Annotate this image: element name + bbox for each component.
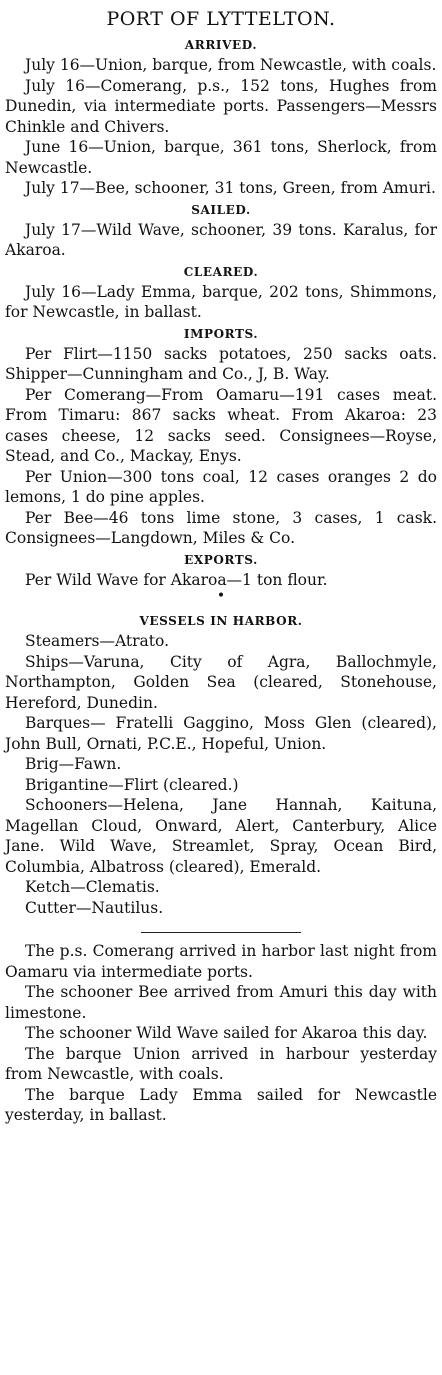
vessels-entry: Steamers—Atrato. — [25, 632, 170, 650]
sailed-heading: SAILED. — [191, 202, 251, 217]
arrived-entry: July 16—Union, barque, from Newcastle, with coals. — [25, 56, 437, 74]
news-paragraph: The schooner Bee arrived from Amuri this day with limestone. — [5, 983, 437, 1022]
cleared-heading: CLEARED. — [183, 264, 259, 279]
vessels-entry: Cutter—Nautilus. — [25, 898, 164, 917]
vessels-entry: Brigantine—Flirt (cleared.) — [25, 775, 239, 794]
vessels-entry: Brig—Fawn. — [25, 755, 122, 773]
exports-heading: EXPORTS. — [184, 552, 258, 567]
vessels-entry: Schooners—Helena, Jane Hannah, Kaitunа, Magellan Cloud, Onward, Alert, Canterbury, Alice Jane. Wild Wave, Streamlet, Spray, Ocean Bird, Columbia, Albatross (cleared), Emerald. — [5, 796, 437, 876]
page-title: PORT OF LYTTELTON. — [106, 8, 336, 30]
imports-entry: Per Union—300 tons coal, 12 cases oranges 2 do lemons, 1 do pine apples. — [5, 467, 437, 506]
imports-heading: IMPORTS. — [183, 326, 259, 341]
separator-dot: • — [216, 588, 226, 604]
vessels-heading: VESSELS IN HARBOR. — [139, 614, 303, 628]
arrived-entry: July 16—Comerang, p.s., 152 tons, Hughes from Dunedin, via intermediate ports. Passengers—Messrs Chinkle and Chivers. — [5, 76, 437, 136]
section-divider — [141, 932, 301, 933]
news-paragraph: The schooner Wild Wave sailed for Akaroa this day. — [25, 1024, 428, 1042]
imports-entry: Per Comerang—From Oamaru—191 cases meat. From Timaru: 867 sacks wheat. From Akaroa: 23 cases cheese, 12 sacks seed. Consignees—Royse, Stead, and Co., Mackay, Enys. — [5, 385, 437, 465]
arrived-entry: July 17—Bee, schooner, 31 tons, Green, from Amuri. — [25, 179, 436, 197]
news-paragraph: The barque Lady Emma sailed for Newcastle yesterday, in ballast. — [5, 1085, 437, 1124]
vessels-entry: Ketch—Clematis. — [25, 878, 160, 896]
arrived-heading: ARRIVED. — [184, 38, 258, 52]
arrived-entry: June 16—Union, barque, 361 tons, Sherlock, from Newcastle. — [5, 138, 437, 177]
exports-entry: Per Wild Wave for Akaroa—1 ton flour. — [25, 570, 328, 589]
imports-entry: Per Bee—46 tons lime stone, 3 cases, 1 cask. Consignees—Langdown, Miles & Co. — [5, 508, 437, 547]
news-paragraph: The p.s. Comerang arrived in harbor last night from Oamaru via intermediate ports. — [5, 942, 437, 981]
sailed-entry: July 17—Wild Wave, schooner, 39 tons. Karalus, for Akaroa. — [5, 220, 437, 259]
cleared-entry: July 16—Lady Emma, barque, 202 tons, Shimmons, for Newcastle, in ballast. — [5, 282, 437, 321]
vessels-entry: Barques— Fratelli Gaggino, Moss Glen (cleared), John Bull, Ornati, P.C.E., Hopeful, Union. — [5, 714, 437, 753]
news-paragraph: The barque Union arrived in harbour yesterday from Newcastle, with coals. — [5, 1044, 437, 1083]
vessels-entry: Ships—Varuna, City of Agra, Ballochmyle, Northampton, Golden Sea (cleared, Stonehouse, Hereford, Dunedin. — [5, 652, 437, 712]
imports-entry: Per Flirt—1150 sacks potatoes, 250 sacks oats. Shipper—Cunningham and Co., J, B. Way. — [5, 344, 437, 383]
